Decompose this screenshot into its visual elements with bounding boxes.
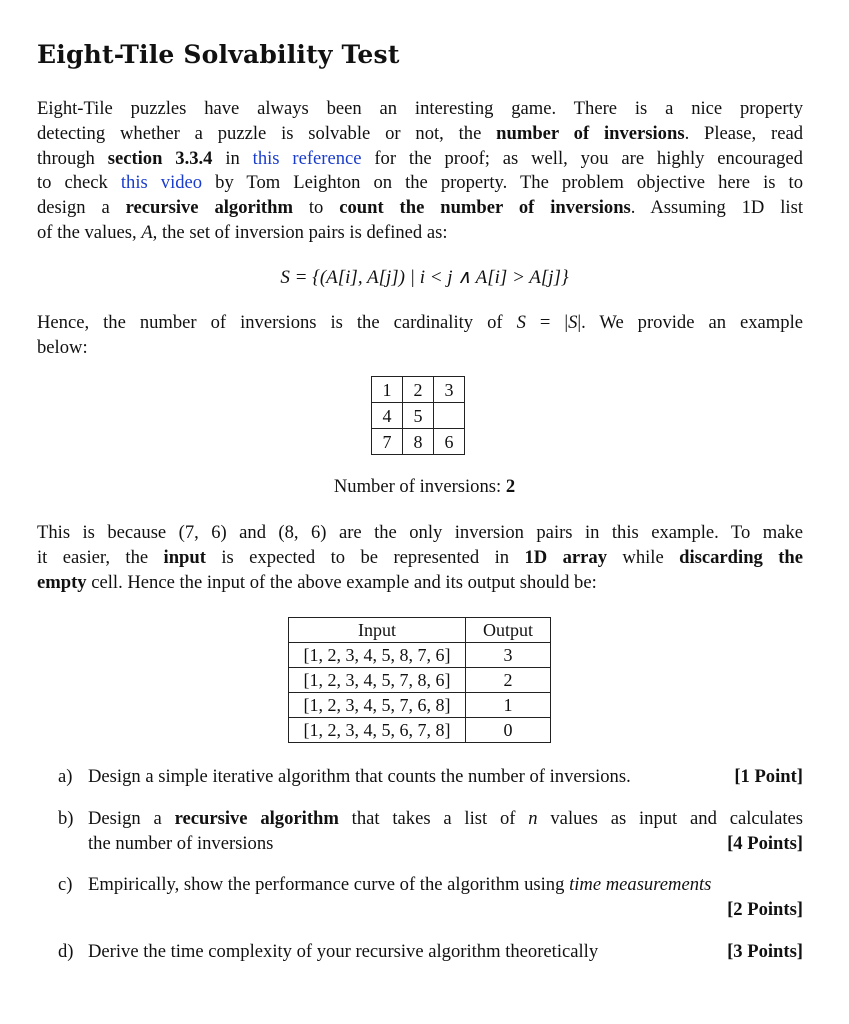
question-points: [3 Points] (727, 940, 803, 962)
table-row (289, 693, 551, 718)
question-d (58, 940, 803, 965)
because-paragraph (37, 521, 803, 595)
puzzle-grid (371, 376, 465, 455)
io-output-cell: 0 (466, 718, 551, 743)
hence-line-1: Hence, the number of inversions is the cardinality of S = |S|. We provide an example (37, 312, 803, 333)
io-output-cell: 1 (466, 693, 551, 718)
intro-line-5: design a recursive algorithm to count the number of inversions. Assuming 1D list (37, 197, 803, 219)
grid-cell: 4 (372, 403, 403, 429)
grid-cell: 3 (434, 377, 465, 403)
reference-link[interactable]: this reference (252, 147, 362, 169)
question-label: b) (58, 807, 74, 829)
io-input-cell: [1, 2, 3, 4, 5, 7, 6, 8] (289, 693, 466, 718)
io-input-cell: [1, 2, 3, 4, 5, 8, 7, 6] (289, 643, 466, 668)
grid-cell-empty (434, 403, 465, 429)
grid-cell: 5 (403, 403, 434, 429)
hence-line-2: below: (37, 336, 88, 358)
io-table (288, 617, 551, 743)
grid-cell: 8 (403, 429, 434, 455)
grid-row (372, 377, 465, 403)
question-label: c) (58, 874, 73, 896)
video-link[interactable]: this video (120, 172, 203, 194)
grid-row (372, 429, 465, 455)
intro-line-2: detecting whether a puzzle is solvable or not, the number of inversions. Please, read (37, 122, 803, 144)
question-text: Design a recursive algorithm that takes a list of n values as input and calculates (88, 807, 803, 829)
intro-paragraph (37, 97, 803, 246)
question-points: [2 Points] (727, 899, 803, 921)
io-header-input: Input (289, 618, 466, 643)
question-points: [1 Point] (734, 766, 803, 787)
intro-line-1: Eight-Tile puzzles have always been an interesting game. There is a nice property (37, 98, 803, 119)
question-text: Design a simple iterative algorithm that counts the number of inversions. (88, 766, 631, 787)
table-row (289, 643, 551, 668)
intro-line-6: of the values, A, the set of inversion pairs is defined as: (37, 221, 448, 243)
inversions-caption: Number of inversions: 2 (333, 476, 516, 497)
grid-cell: 6 (434, 429, 465, 455)
hence-paragraph (37, 311, 803, 361)
question-points: [4 Points] (727, 832, 803, 854)
io-header-row (289, 618, 551, 643)
io-output-cell: 2 (466, 668, 551, 693)
because-line-3: empty cell. Hence the input of the above example and its output should be: (37, 571, 597, 593)
inversion-set-equation: S = {(A[i], A[j]) | i < j ∧ A[i] > A[j]} (280, 267, 569, 288)
grid-cell: 1 (372, 377, 403, 403)
question-c (58, 873, 803, 923)
question-b (58, 807, 803, 857)
io-input-cell: [1, 2, 3, 4, 5, 6, 7, 8] (289, 718, 466, 743)
grid-cell: 2 (403, 377, 434, 403)
io-header-output: Output (466, 618, 551, 643)
question-text-cont: the number of inversions (88, 832, 274, 854)
page-title: Eight-Tile Solvability Test (37, 40, 400, 69)
because-line-1: This is because (7, 6) and (8, 6) are the only inversion pairs in this example. To make (37, 522, 803, 543)
grid-row (372, 403, 465, 429)
question-text: Empirically, show the performance curve of the algorithm using time measurements (88, 874, 712, 896)
question-list (58, 765, 803, 982)
question-a (58, 765, 803, 790)
io-output-cell: 3 (466, 643, 551, 668)
io-input-cell: [1, 2, 3, 4, 5, 7, 8, 6] (289, 668, 466, 693)
table-row (289, 718, 551, 743)
because-line-2: it easier, the input is expected to be represented in 1D array while discarding the (37, 546, 804, 568)
inversions-count: 2 (505, 476, 516, 497)
grid-cell: 7 (372, 429, 403, 455)
table-row (289, 668, 551, 693)
question-label: a) (58, 766, 73, 787)
intro-line-4: to check this video by Tom Leighton on the property. The problem objective here is to (37, 172, 803, 194)
intro-line-3: through section 3.3.4 in this reference for the proof; as well, you are highly encouraged (37, 147, 803, 169)
question-text: Derive the time complexity of your recursive algorithm theoretically (88, 940, 599, 962)
question-label: d) (58, 940, 74, 962)
